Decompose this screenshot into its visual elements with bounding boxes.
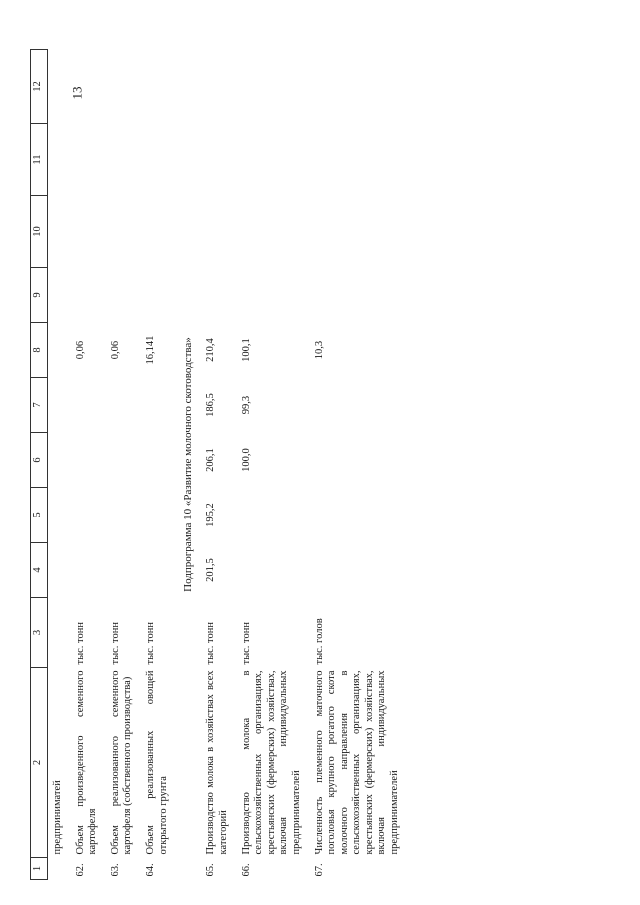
value-col6: 206,1 [205, 448, 217, 472]
unit: тыс. тонн [205, 622, 217, 665]
unit: тыс. тонн [240, 622, 252, 665]
col-number: 8 [31, 323, 48, 378]
indicator-name: Производство молока в сельскохозяйственных организациях, крестьянских (фермерских) хозяйствах, включая индивидуальных предпринимателей [240, 670, 302, 855]
table-row [48, 50, 71, 880]
table-row [237, 50, 310, 880]
unit: тыс. тонн [74, 622, 86, 665]
table-row [201, 50, 236, 880]
value-col8: 10,3 [313, 340, 325, 360]
value-col8: 100,1 [240, 338, 252, 362]
col-number: 9 [31, 268, 48, 323]
row-number: 62. [74, 863, 86, 877]
col-number: 7 [31, 378, 48, 433]
subprogram-title: Подпрограмма 10 «Развитие молочного скотоводства» [182, 337, 195, 592]
unit: тыс. голов [313, 618, 325, 665]
unit: тыс. тонн [144, 622, 156, 665]
table-row [106, 50, 141, 880]
indicator-name: Объем реализованных овощей открытого грунта [144, 670, 169, 855]
indicator-name: Объем реализованного семенного картофеля (собственного производства) [109, 670, 134, 855]
page-number: 13 [69, 86, 85, 100]
value-col8: 0,06 [74, 340, 86, 360]
col-number: 5 [31, 488, 48, 543]
indicators-table [30, 49, 408, 880]
col-number: 10 [31, 196, 48, 268]
indicator-name: Производство молока в хозяйствах всех категорий [205, 670, 229, 855]
col-number: 2 [31, 668, 48, 858]
row-number: 66. [240, 863, 252, 877]
col-number: 3 [31, 598, 48, 668]
col-number: 11 [31, 124, 48, 196]
value-col8: 0,06 [109, 340, 121, 360]
value-col7: 99,3 [240, 395, 252, 415]
col-number: 1 [31, 858, 48, 880]
col-number: 6 [31, 433, 48, 488]
value-col6: 100,0 [240, 448, 252, 472]
row-number: 63. [109, 863, 121, 877]
subprogram-row [176, 50, 201, 880]
value-col8: 210,4 [205, 338, 217, 362]
table-row [310, 50, 408, 880]
continued-text: предприниматей [52, 780, 63, 855]
value-col4: 201,5 [205, 558, 217, 582]
col-number: 4 [31, 543, 48, 598]
row-number: 65. [205, 863, 217, 877]
row-number: 64. [144, 863, 156, 877]
table-row [141, 50, 176, 880]
value-col7: 186,5 [205, 393, 217, 417]
column-number-header [31, 50, 48, 880]
indicator-name: Численность племенного маточного поголовья крупного рогатого скота молочного направления в сельскохозяйственных организациях, крестьянских (фермерских) хозяйствах, включая индивидуальных предпринимателей [313, 670, 401, 855]
value-col5: 195,2 [205, 503, 217, 527]
value-col8: 16,141 [144, 335, 156, 365]
rotated-table-sheet [30, 50, 610, 880]
unit: тыс. тонн [109, 622, 121, 665]
row-number: 67. [313, 863, 325, 877]
indicator-name: Объем произведенного семенного картофеля [74, 670, 99, 855]
table-row [71, 50, 106, 880]
col-number: 12 [31, 50, 48, 124]
